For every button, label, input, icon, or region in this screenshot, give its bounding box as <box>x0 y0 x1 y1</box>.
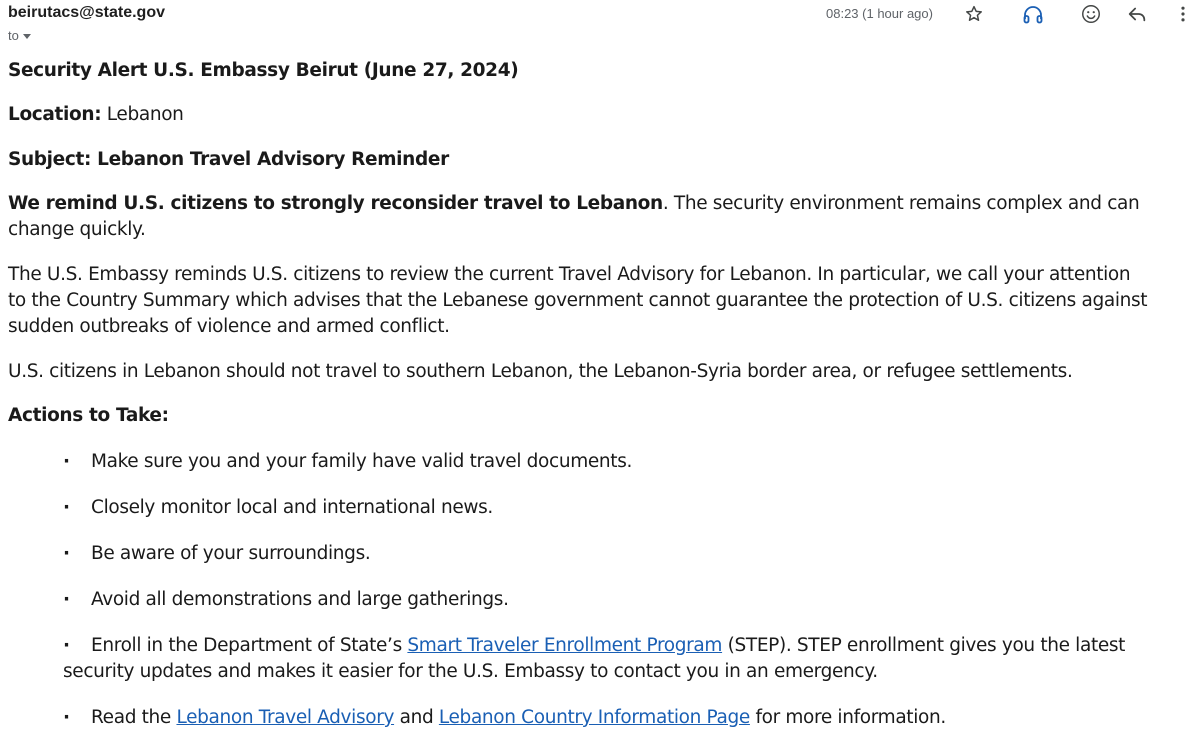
list-item <box>63 495 1193 521</box>
step-text-pre: Enroll in the Department of State’s <box>91 635 408 656</box>
list-item <box>63 449 1193 475</box>
star-icon[interactable] <box>962 2 986 26</box>
recipients-toggle[interactable] <box>8 28 31 43</box>
list-item-read <box>63 705 1193 731</box>
email-timestamp: 08:23 (1 hour ago) <box>826 6 933 21</box>
step-link[interactable]: Smart Traveler Enrollment Program <box>407 635 723 656</box>
reminder-text-line2: change quickly. <box>8 219 146 240</box>
bullet-marker: · <box>63 543 70 564</box>
bullet-marker: · <box>63 451 70 472</box>
paragraph-reminder <box>8 191 1194 243</box>
bullet-text: Make sure you and your family have valid travel documents. <box>91 451 633 472</box>
emoji-icon[interactable] <box>1079 2 1103 26</box>
reminder-text: . The security environment remains complex and can <box>662 193 1140 214</box>
read-text-mid: and <box>394 707 439 728</box>
country-information-link[interactable]: Lebanon Country Information Page <box>438 707 750 728</box>
advisory-line-1: The U.S. Embassy reminds U.S. citizens to review the current Travel Advisory for Lebanon. In particular, we call your attention <box>8 264 1131 285</box>
more-vert-icon[interactable] <box>1171 2 1195 26</box>
travel-advisory-link[interactable]: Lebanon Travel Advisory <box>176 707 395 728</box>
email-header <box>0 0 1200 50</box>
chevron-down-icon <box>23 34 31 39</box>
advisory-line-3: sudden outbreaks of violence and armed conflict. <box>8 316 450 337</box>
bullet-marker: · <box>63 497 70 518</box>
paragraph-advisory <box>8 262 1194 340</box>
bullet-text: Avoid all demonstrations and large gatherings. <box>91 589 509 610</box>
list-item <box>63 587 1193 613</box>
bullet-marker: · <box>63 589 70 610</box>
bullet-text: Be aware of your surroundings. <box>91 543 371 564</box>
to-label: to <box>8 28 19 43</box>
read-text-pre: Read the <box>91 707 177 728</box>
email-title: Security Alert U.S. Embassy Beirut (June 27, 2024) <box>8 60 519 81</box>
bullet-text: Closely monitor local and international news. <box>91 497 493 518</box>
reminder-bold-text: We remind U.S. citizens to strongly reconsider travel to Lebanon <box>8 193 663 214</box>
location-line <box>8 102 1194 128</box>
paragraph-travel-restriction: U.S. citizens in Lebanon should not travel to southern Lebanon, the Lebanon-Syria border area, or refugee settlements. <box>8 361 1073 382</box>
location-label: Location: <box>8 104 102 125</box>
subject-line: Subject: Lebanon Travel Advisory Reminder <box>8 149 449 170</box>
actions-heading: Actions to Take: <box>8 405 169 426</box>
sender-address[interactable]: beirutacs@state.gov <box>8 4 165 21</box>
bullet-marker: · <box>63 635 70 656</box>
advisory-line-2: to the Country Summary which advises that the Lebanese government cannot guarantee the protection of U.S. citizens against <box>8 290 1148 311</box>
headphones-icon[interactable] <box>1021 2 1045 26</box>
step-text-post: (STEP). STEP enrollment gives you the latest <box>722 635 1126 656</box>
step-text-line2: security updates and makes it easier for the U.S. Embassy to contact you in an emergency. <box>63 661 878 682</box>
location-value: Lebanon <box>106 104 184 125</box>
read-text-post: for more information. <box>749 707 946 728</box>
bullet-marker: · <box>63 707 70 728</box>
reply-icon[interactable] <box>1125 2 1149 26</box>
list-item-step <box>63 633 1193 685</box>
list-item <box>63 541 1193 567</box>
